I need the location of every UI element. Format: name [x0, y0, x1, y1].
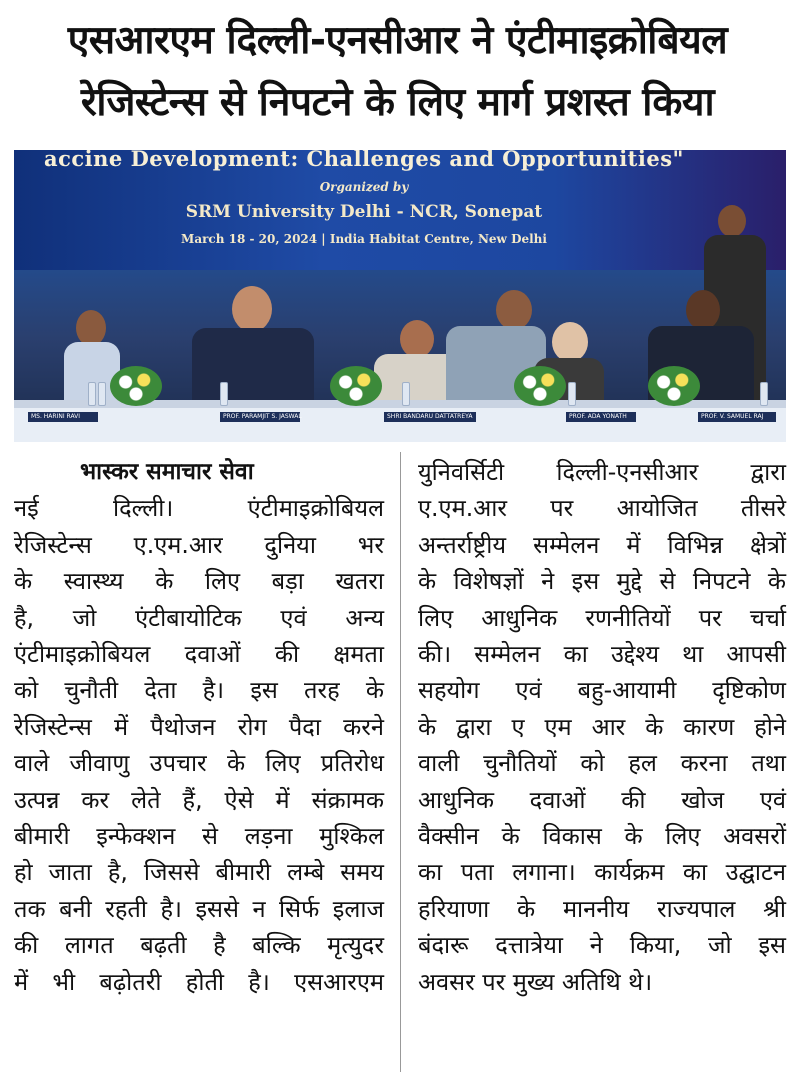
nameplate: PROF. PARAMJIT S. JASWAL	[220, 412, 300, 422]
article-line: बंदारू दत्तात्रेया ने किया, जो इस	[418, 931, 786, 960]
article-line: तक बनी रहती है। इससे न सिर्फ इलाज	[14, 894, 384, 923]
nameplate: PROF. V. SAMUEL RAJ	[698, 412, 776, 422]
article-line: नई दिल्ली। एंटीमाइक्रोबियल	[14, 494, 384, 523]
article-line: बीमारी इन्फेक्शन से लड़ना मुश्किल	[14, 822, 384, 851]
conference-banner	[14, 150, 786, 270]
water-bottle-icon	[98, 382, 106, 406]
article-line: की। सम्मेलन का उद्देश्य था आपसी	[418, 640, 786, 669]
article-line: हरियाणा के माननीय राज्यपाल श्री	[418, 894, 786, 923]
article-line: के स्वास्थ्य के लिए बड़ा खतरा	[14, 567, 384, 596]
column-divider	[400, 452, 401, 1072]
article-line: आधुनिक दवाओं की खोज एवं	[418, 785, 786, 814]
byline: भास्कर समाचार सेवा	[80, 459, 254, 485]
banner-title: accine Development: Challenges and Opportunities"	[44, 150, 684, 171]
article-line: का पता लगाना। कार्यक्रम का उद्घाटन	[418, 858, 786, 887]
water-bottle-icon	[402, 382, 410, 406]
headline-line-1: एसआरएम दिल्ली-एनसीआर ने एंटीमाइक्रोबियल	[67, 18, 728, 63]
article-line: उत्पन्न कर लेते हैं, ऐसे में संक्रामक	[14, 785, 384, 814]
nameplate: MS. HARINI RAVI	[28, 412, 98, 422]
article-line: एंटीमाइक्रोबियल दवाओं की क्षमता	[14, 640, 384, 669]
water-bottle-icon	[760, 382, 768, 406]
article-column-left	[14, 454, 384, 1000]
article-line: अवसर पर मुख्य अतिथि थे।	[418, 967, 653, 996]
article-line: लिए आधुनिक रणनीतियों पर चर्चा	[418, 603, 786, 632]
article-line: ए.एम.आर पर आयोजित तीसरे	[418, 494, 786, 523]
article-line: वैक्सीन के विकास के लिए अवसरों	[418, 822, 786, 851]
article-line: के विशेषज्ञों ने इस मुद्दे से निपटने के	[418, 567, 786, 596]
banner-university: SRM University Delhi - NCR, Sonepat	[185, 202, 543, 222]
water-bottle-icon	[88, 382, 96, 406]
water-bottle-icon	[568, 382, 576, 406]
article-line: वाली चुनौतियों को हल करना तथा	[418, 749, 786, 778]
flower-arrangement-icon	[648, 366, 700, 406]
event-photo	[14, 150, 786, 442]
banner-organized-by: Organized by	[319, 180, 409, 194]
article-line: को चुनौती देता है। इस तरह के	[14, 676, 384, 705]
flower-arrangement-icon	[514, 366, 566, 406]
article-line: हो जाता है, जिससे बीमारी लम्बे समय	[14, 858, 384, 887]
article-line: रेजिस्टेन्स ए.एम.आर दुनिया भर	[14, 530, 384, 559]
article-line: सहयोग एवं बहु-आयामी दृष्टिकोण	[418, 676, 786, 705]
water-bottle-icon	[220, 382, 228, 406]
article-column-right	[418, 454, 786, 1000]
article-line: है, जो एंटीबायोटिक एवं अन्य	[14, 603, 384, 632]
headline	[0, 10, 795, 134]
headline-line-2: रेजिस्टेन्स से निपटने के लिए मार्ग प्रशस्त किया	[80, 80, 715, 125]
article-line: में भी बढ़ोतरी होती है। एसआरएम	[14, 967, 384, 996]
article-line: के द्वारा ए एम आर के कारण होने	[418, 712, 786, 741]
nameplate: SHRI BANDARU DATTATREYA	[384, 412, 476, 422]
article-line: युनिवर्सिटी दिल्ली-एनसीआर द्वारा	[418, 458, 786, 486]
banner-event-info: March 18 - 20, 2024 | India Habitat Centre, New Delhi	[181, 232, 547, 246]
article-line: रेजिस्टेन्स में पैथोजन रोग पैदा करने	[14, 712, 384, 741]
flower-arrangement-icon	[110, 366, 162, 406]
article-line: वाले जीवाणु उपचार के लिए प्रतिरोध	[14, 749, 384, 778]
nameplate: PROF. ADA YONATH	[566, 412, 636, 422]
article-line: की लागत बढ़ती है बल्कि मृत्युदर	[14, 931, 384, 960]
article-line: अन्तर्राष्ट्रीय सम्मेलन में विभिन्न क्षेत्रों	[418, 530, 786, 559]
flower-arrangement-icon	[330, 366, 382, 406]
